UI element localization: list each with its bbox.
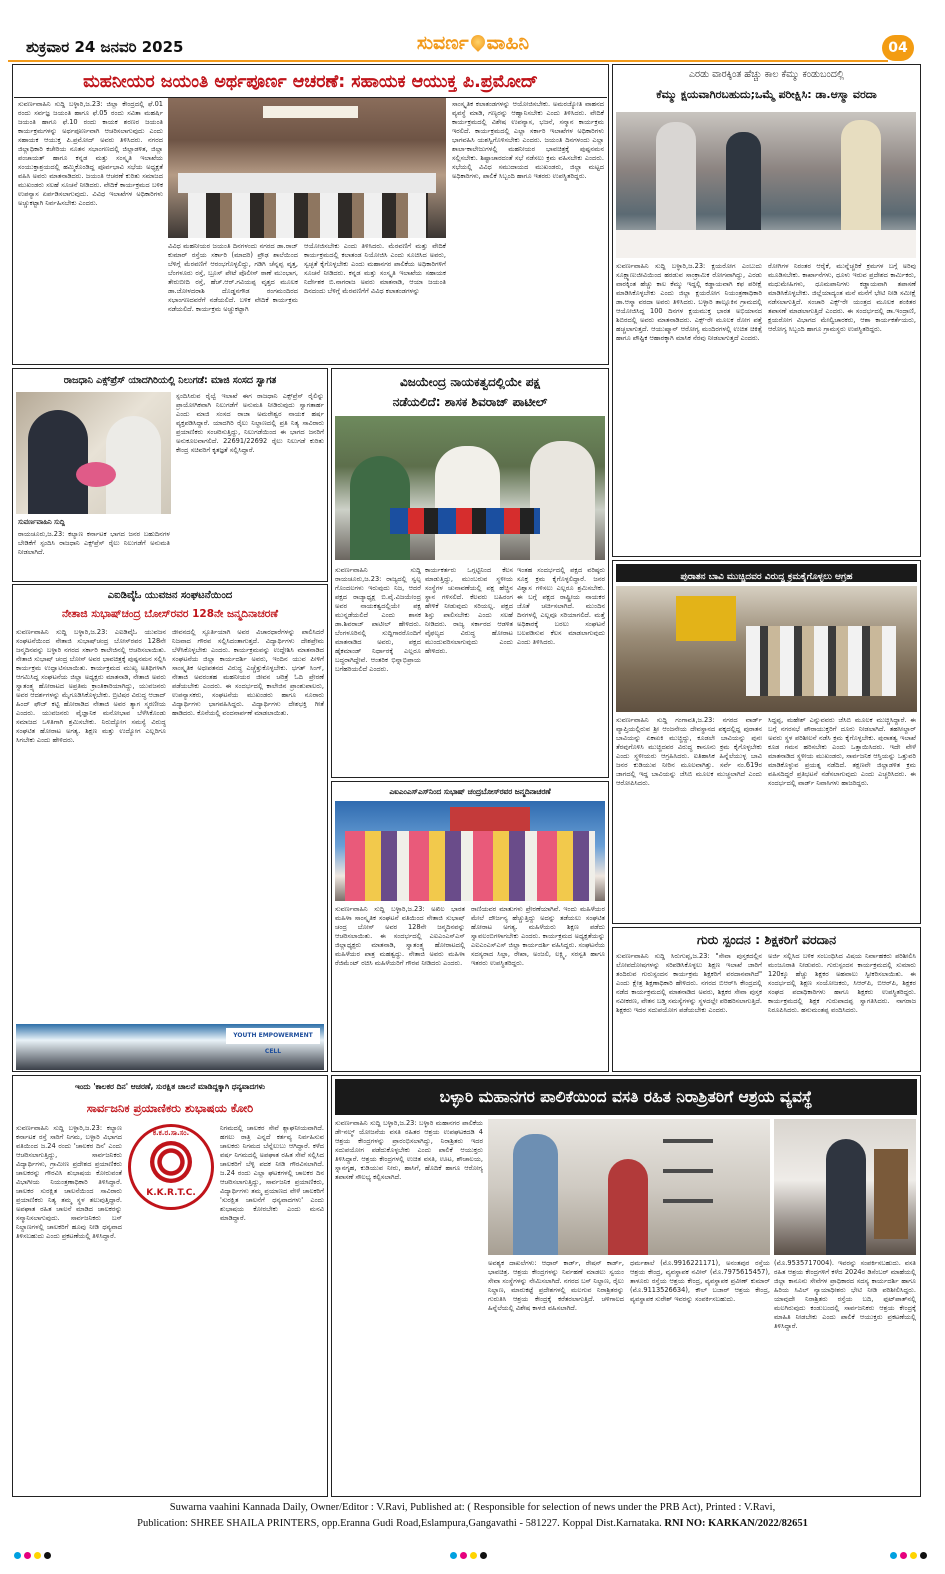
footer	[0, 1500, 945, 1574]
article-body: ಸುವರ್ಣವಾಹಿನಿ ಸುದ್ದಿ ಬಳ್ಳಾರಿ,ಜ.23: ಜಿಲ್ಲಾ ಕೇಂದ್ರದಲ್ಲಿ ಫೆ.01 ರಂದು ಸರ್ವಜ್ಞ ಜಯಂತಿ ಹಾಗೂ ಫೆ.05 ರಂದು ಸವಿತಾ ಮಹರ್ಷಿ ಜಯಂತಿ ಹಾಗೂ ಫೆ.10 ರಂದು ಕಾಯಕ ಶರಣರ ಜಯಂತಿ ಕಾರ್ಯಕ್ರಮಗಳನ್ನು ಅರ್ಥಪೂರ್ಣವಾಗಿ ಆಚರಿಸಲಾಗುವುದು ಎಂದು ಸಹಾಯಕ ಆಯುಕ್ತ ಪಿ.ಪ್ರಮೋದ್ ಅವರು ತಿಳಿಸಿದರು. ನಗರದ ಜಿಲ್ಲಾಧಿಕಾರಿ ಕಚೇರಿಯ ನೂತನ ಸಭಾಂಗಣದಲ್ಲಿ ಜಿಲ್ಲಾಡಳಿತ, ಜಿಲ್ಲಾ ಪಂಚಾಯತ್ ಹಾಗೂ ಕನ್ನಡ ಮತ್ತು ಸಂಸ್ಕೃತಿ ಇಲಾಖೆಯ ಸಂಯುಕ್ತಾಶ್ರಯದಲ್ಲಿ ಹಮ್ಮಿಕೊಂಡಿದ್ದ ಪೂರ್ವಭಾವಿ ಸಭೆಯ ಅಧ್ಯಕ್ಷತೆ ವಹಿಸಿ ಅವರು ಮಾತನಾಡಿದರು. ಜಯಂತಿ ಆಚರಣೆ ಕುರಿತು ಸಮಾಜದ ಮುಖಂಡರು ಸಲಹೆ ಸೂಚನೆ ನೀಡಿದರು. ವೇದಿಕೆ ಕಾರ್ಯಕ್ರಮದ ಬಳಿಕ ಉಪನ್ಯಾಸ ಏರ್ಪಡಿಸಲಾಗುವುದು. ವಿವಿಧ ಇಲಾಖೆಗಳ ಅಧಿಕಾರಿಗಳು ಅಚ್ಚುಕಟ್ಟಾಗಿ ನಿರ್ವಹಿಸಬೇಕು ಎಂದರು.	[18, 100, 163, 207]
article-body: ರಾಯಚೂರು,ಜ.23: ಕಲ್ಯಾಣ ಕರ್ನಾಟಕ ಭಾಗದ ಜನರ ಬಹುದಿನಗಳ ಬೇಡಿಕೆಗೆ ಸ್ಪಂದಿಸಿ ರಾಜಧಾನಿ ಎಕ್ಸ್‌ಪ್ರೆಸ್ ರೈಲು ನಿಲುಗಡೆಗೆ ಅನುಮತಿ ನೀಡಲಾಗಿದೆ.	[18, 530, 170, 556]
article-body: ಸುವರ್ಣವಾಹಿನಿ ಸುದ್ದಿ ಬಳ್ಳಾರಿ,ಜ.23: ಬಳ್ಳಾರಿ ಮಹಾನಗರ ಪಾಲಿಕೆಯ ಡೇ-ನಲ್ಮ್ ಯೋಜನೆಯ ವಸತಿ ರಹಿತರ ಆಶ್ರಯ ಉಪಘಟಕದಡಿ 4 ಆಶ್ರಯ ಕೇಂದ್ರಗಳನ್ನು ಪ್ರಾರಂಭಿಸಲಾಗಿದ್ದು, ನಿರಾಶ್ರಿತರು ಇದರ ಸದುಪಯೋಗ ಪಡೆದುಕೊಳ್ಳಬೇಕು ಎಂದು ಪಾಲಿಕೆ ಆಯುಕ್ತರು ತಿಳಿಸಿದ್ದಾರೆ. ಆಶ್ರಯ ಕೇಂದ್ರಗಳಲ್ಲಿ ಉಚಿತ ವಸತಿ, ಊಟ, ಶೌಚಾಲಯ, ಸ್ನಾನಗೃಹ, ಕುಡಿಯುವ ನೀರು, ಹಾಸಿಗೆ, ಹೊದಿಕೆ ಹಾಗೂ ಆರೋಗ್ಯ ತಪಾಸಣೆ ಸೌಲಭ್ಯ ಕಲ್ಪಿಸಲಾಗಿದೆ.	[335, 1119, 483, 1181]
registration-dot	[890, 1552, 897, 1559]
lion-emblem-icon	[150, 1141, 192, 1183]
flowers	[76, 462, 116, 487]
registration-dot	[480, 1552, 487, 1559]
headline: ಕೆಮ್ಮು ಕ್ಷಯವಾಗಿರಬಹುದು;ಒಮ್ಮೆ ಪರೀಕ್ಷಿಸಿ: ಡಾ.ಆಸ್ಮಾ ವರದಾ	[656, 88, 877, 101]
youth-event-photo	[16, 1024, 324, 1070]
masthead-name-left: ಸುವರ್ಣ	[416, 32, 469, 54]
registration-dot	[24, 1552, 31, 1559]
shelter-visit-photo	[488, 1119, 770, 1255]
person	[656, 122, 696, 242]
headline: ಸಾರ್ವಜನಿಕ ಪ್ರಯಾಣಿಕರು ಶುಭಾಷಯ ಕೋರಿ	[86, 1101, 254, 1115]
headline	[335, 1079, 917, 1115]
headline-text: ಪುರಾತನ ಬಾವಿ ಮುಚ್ಚಿದವರ ವಿರುದ್ಧ ಕ್ರಮಕೈಗೊಳ್ಳಲು ಆಗ್ರಹ	[680, 572, 853, 582]
footer-line1: Suwarna vaahini Kannada Daily, Owner/Editor : V.Ravi, Published at: ( Responsible for selection of news under the PRB Act), Printed : V.Ravi,	[169, 1502, 776, 1513]
kicker: ಎಐಡಿವೈಓ ಯುವಜನ ಸಂಘಟನೆಯಿಂದ	[107, 590, 233, 601]
person	[726, 132, 761, 242]
kicker: ಇಂದು 'ಕಾಲಕರ ದಿನ' ಆಚರಣೆ, ಸುರಕ್ಷಿತ ಚಾಲನೆ ಮಾಡಿದ್ದಕ್ಕಾಗಿ ಧನ್ಯವಾದಗಳು	[74, 1082, 266, 1091]
people	[188, 193, 428, 238]
flame-icon	[468, 32, 488, 52]
registration-dot	[460, 1552, 467, 1559]
article-body: ಸಾಂಸ್ಕೃತಿಕ ಕಲಾತಂಡಗಳನ್ನು ಆಯೋಜಿಸಬೇಕು. ಅಮರಜ್ಯೋತಿ ವಾಹನದ ವ್ಯವಸ್ಥೆ ಮಾಡಿ, ಗಣ್ಯರನ್ನು ಆಹ್ವಾನಿಸಬೇಕು ಎಂದು ತಿಳಿಸಿದರು. ವೇದಿಕೆ ಕಾರ್ಯಕ್ರಮದಲ್ಲಿ ವಿಶೇಷ ಉಪನ್ಯಾಸ, ಭಜನೆ, ಸನ್ಮಾನ ಕಾರ್ಯಕ್ರಮ ಇರಲಿದೆ. ಕಾರ್ಯಕ್ರಮದಲ್ಲಿ ಎಲ್ಲಾ ಸರ್ಕಾರಿ ಇಲಾಖೆಗಳ ಅಧಿಕಾರಿಗಳು ಭಾಗವಹಿಸಿ ಯಶಸ್ವಿಗೊಳಿಸಬೇಕು ಎಂದರು. ಜಯಂತಿ ದಿನಗಳಂದು ಎಲ್ಲಾ ಶಾಲಾ-ಕಾಲೇಜುಗಳಲ್ಲಿ ಮಹನೀಯರ ಭಾವಚಿತ್ರಕ್ಕೆ ಪುಷ್ಪನಮನ ಸಲ್ಲಿಸಬೇಕು. ಶಿಷ್ಟಾಚಾರದಂತೆ ಸಭೆ ನಡೆಸಲು ಕ್ರಮ ವಹಿಸಬೇಕು ಎಂದರು. ಸಭೆಯಲ್ಲಿ ವಿವಿಧ ಸಮುದಾಯದ ಮುಖಂಡರು, ಜಿಲ್ಲಾ ಮಟ್ಟದ ಅಧಿಕಾರಿಗಳು, ಪಾಲಿಕೆ ಸಿಬ್ಬಂದಿ ಹಾಗೂ ಇತರರು ಉಪಸ್ಥಿತರಿದ್ದರು.	[452, 100, 604, 180]
registration-dot	[450, 1552, 457, 1559]
meeting-photo	[168, 98, 446, 238]
headline: ನೇತಾಜಿ ಸುಭಾಷ್‌ಚಂದ್ರ ಬೋಸ್‌ರವರ 128ನೇ ಜನ್ಮದಿನಾಚರಣೆ	[62, 608, 278, 620]
article-body: ಸುವರ್ಣವಾಹಿನಿ ಸುದ್ದಿ ಬಳ್ಳಾರಿ,ಜ.23: ಕ್ಷಯರೋಗ ಎಂಬುದು ಸೂಕ್ಷ್ಮಾಣುಜೀವಿಯಿಂದ ಹರಡುವ ಸಾಂಕ್ರಾಮಿಕ ರೋಗವಾಗಿದ್ದು, ಎರಡು ವಾರಕ್ಕಿಂತ ಹೆಚ್ಚು ಕಾಲ ಕೆಮ್ಮು ಇದ್ದಲ್ಲಿ ಕಡ್ಡಾಯವಾಗಿ ಕಫ ಪರೀಕ್ಷೆ ಮಾಡಿಸಿಕೊಳ್ಳಬೇಕು ಎಂದು ಜಿಲ್ಲಾ ಕ್ಷಯರೋಗ ನಿಯಂತ್ರಣಾಧಿಕಾರಿ ಡಾ.ಆಸ್ಮಾ ವರದಾ ಅವರು ತಿಳಿಸಿದರು. ಬಳ್ಳಾರಿ ತಾಲ್ಲೂಕಿನ ಗ್ರಾಮದಲ್ಲಿ ಆಯೋಜಿಸಿದ್ದ 100 ದಿನಗಳ ಕ್ಷಯಮುಕ್ತ ಭಾರತ ಅಭಿಯಾನದ ಶಿಬಿರದಲ್ಲಿ ಅವರು ಮಾತನಾಡಿದರು. ಎಕ್ಸ್-ರೇ ಮೂಲಕ ರೋಗ ಪತ್ತೆ ಹಚ್ಚಲಾಗುತ್ತದೆ. ಆಯುಷ್ಮಾನ್ ಆರೋಗ್ಯ ಮಂದಿರಗಳಲ್ಲಿ ಉಚಿತ ಚಿಕಿತ್ಸೆ ಹಾಗೂ ಪೌಷ್ಟಿಕ ಆಹಾರಕ್ಕಾಗಿ ಮಾಸಿಕ ನೆರವು ನೀಡಲಾಗುತ್ತದೆ ಎಂದರು.	[616, 262, 762, 342]
masthead-date: ಶುಕ್ರವಾರ 24 ಜನವರಿ 2025	[26, 38, 184, 56]
masthead-name-right: ವಾಹಿನಿ	[486, 32, 530, 54]
table	[178, 173, 436, 193]
person	[28, 410, 88, 514]
article-body: (ಮೊ.9535717004). ಇವರನ್ನು ಸಂಪರ್ಕಿಸಬಹುದು. ವಸತಿ ರಹಿತ ಆಶ್ರಯ ಕೇಂದ್ರಗಳಿಗೆ ಕಳೆದ 2024ರ ಡಿಸೆಂಬರ್ ಮಾಹೆಯಲ್ಲಿ ಜಿಲ್ಲಾ ಕಾನೂನು ಸೇವೆಗಳ ಪ್ರಾಧಿಕಾರದ ಸದಸ್ಯ ಕಾರ್ಯದರ್ಶಿ ಹಾಗೂ ಹಿರಿಯ ಸಿವಿಲ್ ನ್ಯಾಯಾಧೀಶರು ಭೇಟಿ ನೀಡಿ ಪರಿಶೀಲಿಸಿದ್ದರು. ಯಾವುದೇ ನಿರಾಶ್ರಿತರು ರಸ್ತೆಯ ಬದಿ, ಫುಟ್‌ಪಾತ್‌ನಲ್ಲಿ ಮಲಗಿರುವುದು ಕಂಡುಬಂದಲ್ಲಿ ಸಾರ್ವಜನಿಕರು ಆಶ್ರಯ ಕೇಂದ್ರಕ್ಕೆ ಮಾಹಿತಿ ನೀಡಬೇಕು ಎಂದು ಪಾಲಿಕೆ ಆಯುಕ್ತರು ಪ್ರಕಟಣೆಯಲ್ಲಿ ತಿಳಿಸಿದ್ದಾರೆ.	[774, 1259, 916, 1330]
headline: ಮಹನೀಯರ ಜಯಂತಿ ಅರ್ಥಪೂರ್ಣ ಆಚರಣೆ: ಸಹಾಯಕ ಆಯುಕ್ತ ಪಿ.ಪ್ರಮೋದ್	[83, 72, 538, 92]
footer-publication: Publication: SHREE SHAILA PRINTERS, opp.Eranna Gudi Road,Eslampura,Gangavathi - 581227. Koppal Dist.Karnataka.	[137, 1518, 662, 1529]
article-body: ಆಯೋಜಿಸಬೇಕು ಎಂದು ತಿಳಿಸಿದರು. ಮೆರವಣಿಗೆ ಮತ್ತು ವೇದಿಕೆ ಕಾರ್ಯಕ್ರಮದಲ್ಲಿ ಕಲಾತಂಡ ನಿಯೋಜಿಸಿ ಎಂದು ಸೂಚಿಸಿದ ಅವರು, ಸ್ವಚ್ಛತೆ ಕೈಗೊಳ್ಳಬೇಕು ಎಂದು ಮಹಾನಗರ ಪಾಲಿಕೆಯ ಅಧಿಕಾರಿಗಳಿಗೆ ಸೂಚನೆ ನೀಡಿದರು. ಕನ್ನಡ ಮತ್ತು ಸಂಸ್ಕೃತಿ ಇಲಾಖೆಯ ಸಹಾಯಕ ನಿರ್ದೇಶಕ ಬಿ.ನಾಗರಾಜ ಅವರು ಮಾತನಾಡಿ, ಆಯಾ ಜಯಂತಿ ದಿನದಂದು ಬೆಳಿಗ್ಗೆ ಮೆರವಣಿಗೆಗೆ ವಿವಿಧ ಕಲಾತಂಡಗಳನ್ನು	[304, 242, 446, 295]
article-body: ಅವಶ್ಯಕ ದಾಖಲೆಗಳು: ಆಧಾರ್ ಕಾರ್ಡ್, ರೇಷನ್ ಕಾರ್ಡ್, ಭಾವಚಿತ್ರ. ಆಶ್ರಯ ಕೇಂದ್ರಗಳನ್ನು ನಿರ್ವಹಣೆ ಮಾಡಲು ಸ್ವಯಂ ಸೇವಾ ಸಂಸ್ಥೆಗಳನ್ನು ನೇಮಿಸಲಾಗಿದೆ. ನಗರದ ಬಸ್ ನಿಲ್ದಾಣ, ರೈಲು ನಿಲ್ದಾಣ, ಮಾರುಕಟ್ಟೆ ಪ್ರದೇಶಗಳಲ್ಲಿ ಮಲಗುವ ನಿರಾಶ್ರಿತರನ್ನು ಗುರುತಿಸಿ ಆಶ್ರಯ ಕೇಂದ್ರಕ್ಕೆ ಕರೆತರಲಾಗುತ್ತಿದೆ. ಚಳಿಗಾಲದ ಹಿನ್ನೆಲೆಯಲ್ಲಿ ವಿಶೇಷ ಕಾಳಜಿ ವಹಿಸಲಾಗಿದೆ.	[488, 1259, 624, 1312]
article-body: ಧರ್ಮಶಾಲೆ (ಮೊ.9916221171), ಅನಂತಪುರ ರಸ್ತೆಯ ಆಶ್ರಯ ಕೇಂದ್ರ, ವ್ಯವಸ್ಥಾಪಕ ನವೀನ್ (ಮೊ.7975615457), ತಾಳೂರು ರಸ್ತೆಯ ಆಶ್ರಯ ಕೇಂದ್ರ, ವ್ಯವಸ್ಥಾಪಕ ಪ್ರವೀಣ್ ಕುಮಾರ್ (ಮೊ.9113526634), ಕೌಲ್ ಬಜಾರ್ ಆಶ್ರಯ ಕೇಂದ್ರ, ವ್ಯವಸ್ಥಾಪಕ ಸುರೇಶ್ ಇವರನ್ನು ಸಂಪರ್ಕಿಸಬಹುದು.	[630, 1259, 770, 1303]
registration-dot	[34, 1552, 41, 1559]
registration-dot	[910, 1552, 917, 1559]
mp-photo	[16, 392, 171, 514]
masthead-rule	[8, 60, 888, 62]
well-site-photo	[616, 586, 917, 712]
headline: ವಿಜಯೇಂದ್ರ ನಾಯಕತ್ವದಲ್ಲಿಯೇ ಪಕ್ಷ	[399, 375, 541, 389]
headline: ಎಐಎಂಎಸ್‌ಎಸ್‌ನಿಂದ ಸುಭಾಷ್ ಚಂದ್ರಬೋಸ್‌ರವರ ಜನ್ಮದಿನಾಚರಣೆ	[389, 787, 551, 796]
person	[106, 416, 161, 514]
article-body: ನಿಗಮದಲ್ಲಿ ಚಾಲಕರ ಸೇವೆ ಶ್ಲಾಘನೀಯವಾಗಿದೆ. ಹಗಲು ರಾತ್ರಿ ಎನ್ನದೆ ಕರ್ತವ್ಯ ನಿರ್ವಹಿಸುವ ಚಾಲಕರು ನಿಗಮದ ಬೆನ್ನೆಲುಬು ಆಗಿದ್ದಾರೆ. ಕಳೆದ ವರ್ಷ ನಿಗಮದಲ್ಲಿ ಅಪಘಾತ ರಹಿತ ಸೇವೆ ಸಲ್ಲಿಸಿದ ಚಾಲಕರಿಗೆ ಬೆಳ್ಳಿ ಪದಕ ನೀಡಿ ಗೌರವಿಸಲಾಗಿದೆ. ಜ.24 ರಂದು ಎಲ್ಲಾ ಘಟಕಗಳಲ್ಲಿ ಚಾಲಕರ ದಿನ ಆಚರಿಸಲಾಗುತ್ತಿದ್ದು, ಸಾರ್ವಜನಿಕ ಪ್ರಯಾಣಿಕರು, ವಿದ್ಯಾರ್ಥಿಗಳು ತಮ್ಮ ಪ್ರಯಾಣದ ವೇಳೆ ಚಾಲಕರಿಗೆ 'ಸುರಕ್ಷಿತ ಚಾಲನೆಗೆ ಧನ್ಯವಾದಗಳು' ಎಂದು ಶುಭಾಷಯ ಕೋರಬೇಕು ಎಂದು ಮನವಿ ಮಾಡಿದ್ದಾರೆ.	[220, 1124, 324, 1222]
person	[608, 1159, 648, 1255]
tb-camp-photo	[616, 112, 916, 258]
article-body: ರಾಣಿಯವರ ಮಾತುಗಳು ಪ್ರೇರಣೆಯಾಗಿವೆ. ಇಂದು ಮಹಿಳೆಯರ ಮೇಲೆ ದೌರ್ಜನ್ಯ ಹೆಚ್ಚುತ್ತಿದ್ದು ಅದನ್ನು ತಡೆಯಲು ಸಂಘಟಿತ ಹೋರಾಟ ಅಗತ್ಯ. ಮಹಿಳೆಯರು ಶಿಕ್ಷಣ ಪಡೆದು ಸ್ವಾವಲಂಬಿಗಳಾಗಬೇಕು ಎಂದರು. ಕಾರ್ಯಕ್ರಮದ ಅಧ್ಯಕ್ಷತೆಯನ್ನು ಎಐಎಂಎಸ್‌ಎಸ್ ಜಿಲ್ಲಾ ಕಾರ್ಯದರ್ಶಿ ವಹಿಸಿದ್ದರು. ಸಂಘಟನೆಯ ಸದಸ್ಯರಾದ ಸಿಲ್ಪಾ, ರೇಖಾ, ಅಂಜಲಿ, ಲಕ್ಷ್ಮಿ, ಸರಸ್ವತಿ ಹಾಗೂ ಇತರರು ಉಪಸ್ಥಿತರಿದ್ದರು.	[471, 905, 605, 967]
article-body: ಇಂತಹ ಸಂದರ್ಭದಲ್ಲಿ ಪಕ್ಷದ ವರಿಷ್ಠರು ಸೂಕ್ತ ಕ್ರಮ ಕೈಗೊಳ್ಳಲಿದ್ದಾರೆ. ಜನರ ವಿಶ್ವಾಸ ಗಳಿಸಲು ಎಲ್ಲರೂ ಶ್ರಮಿಸಬೇಕು. ಈ ಬಗ್ಗೆ ಪಕ್ಷದ ರಾಷ್ಟ್ರೀಯ ನಾಯಕರ ಜೊತೆ ಚರ್ಚಿಸಲಾಗಿದೆ. ಮುಂದಿನ ದಿನಗಳಲ್ಲಿ ಎಲ್ಲವೂ ಸರಿಯಾಗಲಿದೆ. ಮತ್ತೆ ಅಧಿಕಾರಕ್ಕೆ ಬರಲು ಸಂಘಟನೆ ಬಲಪಡಿಸುವ ಕೆಲಸ ಮಾಡಲಾಗುವುದು ಎಂದು ತಿಳಿಸಿದರು.	[517, 566, 605, 646]
headline: ರಾಜಧಾನಿ ಎಕ್ಸ್‌ಪ್ರೆಸ್ ಯಾದಗಿರಿಯಲ್ಲಿ ನಿಲುಗಡೆ: ಮಾಜಿ ಸಂಸದ ಸ್ವಾಗತ	[63, 375, 277, 386]
headline: ನಡೆಯಲಿದೆ: ಶಾಸಕ ಶಿವರಾಜ್ ಪಾಟೀಲ್	[392, 395, 548, 409]
registration-dot	[920, 1552, 927, 1559]
press-photo	[335, 416, 605, 560]
headline-text: ಬಳ್ಳಾರಿ ಮಹಾನಗರ ಪಾಲಿಕೆಯಿಂದ ವಸತಿ ರಹಿತ ನಿರಾಶ್ರಿತರಿಗೆ ಆಶ್ರಯ ವ್ಯವಸ್ಥೆ	[439, 1088, 813, 1106]
registration-dot	[44, 1552, 51, 1559]
shelter-building-photo	[774, 1119, 916, 1255]
registration-dot	[470, 1552, 477, 1559]
footer-rni: RNI NO: KARKAN/2022/82651	[664, 1518, 808, 1529]
kkrtc-logo	[128, 1124, 214, 1210]
person	[530, 441, 595, 560]
registration-dot	[14, 1552, 21, 1559]
article-body: ಸುವರ್ಣವಾಹಿನಿ ಸುದ್ದಿ ರಾಯಚೂರು,ಜ.23: ರಾಜ್ಯದಲ್ಲಿ ಸ್ವಲ್ಪ ಗೊಂದಲಗಳು ಇರುವುದು ನಿಜ, ಆದರೆ ಪಕ್ಷದ ರಾಜ್ಯಾಧ್ಯಕ್ಷ ಬಿ.ವೈ.ವಿಜಯೇಂದ್ರ ಅವರ ನಾಯಕತ್ವದಲ್ಲಿಯೇ ಪಕ್ಷ ಮುನ್ನಡೆಯಲಿದೆ ಎಂದು ಶಾಸಕ ಡಾ.ಶಿವರಾಜ್ ಪಾಟೀಲ್ ಹೇಳಿದರು. ಬೆಂಗಳೂರಿನಲ್ಲಿ ಸುದ್ದಿಗಾರರೊಂದಿಗೆ ಮಾತನಾಡಿದ ಅವರು, ಪಕ್ಷದ ಹೈಕಮಾಂಡ್ ನಿರ್ಧಾರಕ್ಕೆ ಎಲ್ಲರೂ ಬದ್ಧರಾಗಿದ್ದೇವೆ. ಆಂತರಿಕ ಭಿನ್ನಾಭಿಪ್ರಾಯ ಬಗೆಹರಿಯಲಿದೆ ಎಂದರು.	[335, 566, 421, 673]
person	[826, 1139, 866, 1255]
person	[435, 446, 500, 560]
banner: YOUTH EMPOWERMENT CELL	[226, 1028, 320, 1044]
article-body: ರೋಗಿಗಳ ನಿರಂತರ ಆರೈಕೆ, ಮುನ್ನೆಚ್ಚರಿಕೆ ಕ್ರಮಗಳ ಬಗ್ಗೆ ಅರಿವು ಮೂಡಿಸಬೇಕು. ಕಾರ್ಖಾನೆಗಳು, ಧೂಳು ಇರುವ ಪ್ರದೇಶದ ಕಾರ್ಮಿಕರು, ಮಧುಮೇಹಿಗಳು, ಧೂಮಪಾನಿಗಳು ಕಡ್ಡಾಯವಾಗಿ ತಪಾಸಣೆ ಮಾಡಿಸಿಕೊಳ್ಳಬೇಕು. ಜಿಲ್ಲೆಯಾದ್ಯಂತ ಮನೆ ಮನೆಗೆ ಭೇಟಿ ನೀಡಿ ಸಮೀಕ್ಷೆ ನಡೆಸಲಾಗುತ್ತಿದೆ. ಸಂಚಾರಿ ಎಕ್ಸ್-ರೇ ಯಂತ್ರದ ಮೂಲಕ ಶಂಕಿತರ ತಪಾಸಣೆ ಮಾಡಲಾಗುತ್ತಿದೆ ಎಂದರು. ಈ ಸಂದರ್ಭದಲ್ಲಿ ಡಾ.ಇಂದ್ರಾಣಿ, ಕ್ಷಯರೋಗ ವಿಭಾಗದ ಮೇಲ್ವಿಚಾರಕರು, ಆಶಾ ಕಾರ್ಯಕರ್ತೆಯರು, ಆರೋಗ್ಯ ಸಿಬ್ಬಂದಿ ಹಾಗೂ ಗ್ರಾಮಸ್ಥರು ಉಪಸ್ಥಿತರಿದ್ದರು.	[768, 262, 916, 333]
logo-text: ಕ.ಕ.ರ.ಸಾ.ಸಂ.	[152, 1129, 190, 1137]
bunk-beds	[663, 1139, 713, 1229]
article-body: ಸುವರ್ಣವಾಹಿನಿ ಸುದ್ದಿ ಗಂಗಾವತಿ,ಜ.23: ನಗರದ ವಾರ್ಡ್ ವ್ಯಾಪ್ತಿಯಲ್ಲಿರುವ ಶ್ರೀ ಆಂಜನೇಯ ದೇವಸ್ಥಾನದ ಪಕ್ಕದಲ್ಲಿದ್ದ ಪುರಾತನ ಬಾವಿಯನ್ನು ಏಕಾಏಕಿ ಮುಚ್ಚಿದ್ದು, ಕೂಡಲೇ ಬಾವಿಯನ್ನು ಪುನಃ ತೆರವುಗೊಳಿಸಿ ಮುಚ್ಚಿದವರ ವಿರುದ್ಧ ಕಾನೂನು ಕ್ರಮ ಕೈಗೊಳ್ಳಬೇಕು ಎಂದು ಸ್ಥಳೀಯರು ಆಗ್ರಹಿಸಿದರು. ಐತಿಹಾಸಿಕ ಹಿನ್ನೆಲೆಯುಳ್ಳ ಬಾವಿ ಜನರ ಕುಡಿಯುವ ನೀರಿನ ಮೂಲವಾಗಿತ್ತು. ಸರ್ವೆ ನಂ.619ರ ಜಾಗದಲ್ಲಿ ಇದ್ದ ಬಾವಿಯನ್ನು ಜೆಸಿಬಿ ಮೂಲಕ ಮುಚ್ಚಲಾಗಿದೆ ಎಂದು ಆರೋಪಿಸಿದರು.	[616, 716, 762, 787]
article-body: ಸುವರ್ಣವಾಹಿನಿ ಸುದ್ದಿ ಸಿರುಗುಪ್ಪ,ಜ.23: "ಸೇವಾ ಪುಸ್ತಕದಲ್ಲಿನ ಲೋಪದೋಷಗಳನ್ನು ಸರಿಪಡಿಸಿಕೊಳ್ಳಲು ಶಿಕ್ಷಣ ಇಲಾಖೆ ಜಾರಿಗೆ ತಂದಿರುವ ಗುರುಸ್ಪಂದನ ಕಾರ್ಯಕ್ರಮ ಶಿಕ್ಷಕರಿಗೆ ವರದಾನವಾಗಿದೆ" ಎಂದು ಕ್ಷೇತ್ರ ಶಿಕ್ಷಣಾಧಿಕಾರಿ ಹೇಳಿದರು. ನಗರದ ಬಿಆರ್‌ಸಿ ಕೇಂದ್ರದಲ್ಲಿ ನಡೆದ ಕಾರ್ಯಕ್ರಮದಲ್ಲಿ ಮಾತನಾಡಿದ ಅವರು, ಶಿಕ್ಷಕರ ಸೇವಾ ಪುಸ್ತಕ ನವೀಕರಣ, ವೇತನ ಬಡ್ತಿ ಸಮಸ್ಯೆಗಳನ್ನು ಸ್ಥಳದಲ್ಲೇ ಪರಿಹರಿಸಲಾಗುತ್ತಿದೆ. ಶಿಕ್ಷಕರು ಇದರ ಸದುಪಯೋಗ ಪಡೆಯಬೇಕು ಎಂದರು.	[616, 952, 762, 1014]
headline	[616, 564, 917, 582]
banner	[263, 106, 358, 118]
article-body: ಸ್ಪಂದಿಸಿರುವ ರೈಲ್ವೆ ಇಲಾಖೆ ಈಗ ರಾಜಧಾನಿ ಎಕ್ಸ್‌ಪ್ರೆಸ್ ರೈಲಿನ್ನು ಪ್ರಾಯೋಗಿಕವಾಗಿ ನಿಲುಗಡೆಗೆ ಅನುಮತಿ ನೀಡಿರುವುದು ಸ್ವಾಗತಾರ್ಹ ಎಂದು ಮಾಜಿ ಸಂಸದ ರಾಜಾ ಅಮರೇಶ್ವರ ನಾಯಕ ಹರ್ಷ ವ್ಯಕ್ತಪಡಿಸಿದ್ದಾರೆ. ಯಾದಗಿರಿ ರೈಲು ನಿಲ್ದಾಣದಲ್ಲಿ ಪ್ರತಿ ನಿತ್ಯ ಸಾವಿರಾರು ಪ್ರಯಾಣಿಕರು ಸಂಚರಿಸುತ್ತಿದ್ದು, ನಿಲುಗಡೆಯಿಂದ ಈ ಭಾಗದ ಜನರಿಗೆ ಅನುಕೂಲವಾಗಲಿದೆ. 22691/22692 ರೈಲು ನಿಲುಗಡೆ ಕುರಿತು ಕೇಂದ್ರ ಸಚಿವರಿಗೆ ಕೃತಜ್ಞತೆ ಸಲ್ಲಿಸಿದ್ದಾರೆ.	[176, 392, 324, 454]
masthead-logo	[398, 32, 548, 58]
person	[513, 1134, 558, 1255]
headline: ಗುರು ಸ್ಪಂದನ : ಶಿಕ್ಷಕರಿಗೆ ವರದಾನ	[696, 932, 837, 947]
registration-dot	[900, 1552, 907, 1559]
door	[874, 1149, 908, 1239]
article-body: ಜೀವನದಲ್ಲಿ ಸ್ಫೂರ್ತಿಯಾಗಿ ಅವರ ವಿಚಾರಧಾರೆಗಳನ್ನು ಪಾಲಿಸಿದರೆ ನಿಜವಾದ ಗೌರವ ಸಲ್ಲಿಸಿದಂತಾಗುತ್ತದೆ. ವಿದ್ಯಾರ್ಥಿಗಳು ದೇಶಪ್ರೇಮ ಬೆಳೆಸಿಕೊಳ್ಳಬೇಕು ಎಂದರು. ಕಾರ್ಯಕ್ರಮವನ್ನು ಉದ್ದೇಶಿಸಿ ಮಾತನಾಡಿದ ಸಂಘಟನೆಯ ಜಿಲ್ಲಾ ಕಾರ್ಯದರ್ಶಿ ಅವರು, ಇಂದಿನ ಯುವ ಪೀಳಿಗೆ ಸಾಂಸ್ಕೃತಿಕ ಅಧಃಪತನದ ವಿರುದ್ಧ ಎಚ್ಚೆತ್ತುಕೊಳ್ಳಬೇಕು. ಭಗತ್ ಸಿಂಗ್, ನೇತಾಜಿ ಅವರಂತಹ ಮಹನೀಯರ ಜೀವನ ಚರಿತ್ರೆ ಓದಿ ಪ್ರೇರಣೆ ಪಡೆಯಬೇಕು ಎಂದರು. ಈ ಸಂದರ್ಭದಲ್ಲಿ ಕಾಲೇಜಿನ ಪ್ರಾಂಶುಪಾಲರು, ಉಪನ್ಯಾಸಕರು, ಸಂಘಟನೆಯ ಮುಖಂಡರು ಹಾಗೂ ನೂರಾರು ವಿದ್ಯಾರ್ಥಿಗಳು ಭಾಗವಹಿಸಿದ್ದರು. ವಿದ್ಯಾರ್ಥಿಗಳು ದೇಶಭಕ್ತಿ ಗೀತೆ ಹಾಡಿದರು. ಕೊನೆಯಲ್ಲಿ ವಂದನಾರ್ಪಣೆ ಮಾಡಲಾಯಿತು.	[172, 628, 324, 717]
footer-line2	[0, 1518, 945, 1529]
aimss-photo	[335, 801, 605, 901]
desk	[616, 230, 916, 258]
logo-caption: K.K.R.T.C.	[146, 1188, 196, 1198]
article-body: ಸಿದ್ದಪ್ಪ, ಮಹೇಶ್ ಎನ್ನುವವರು ಜೆಸಿಬಿ ಮೂಲಕ ಮುಚ್ಚಿಸಿದ್ದಾರೆ. ಈ ಬಗ್ಗೆ ನಗರಸಭೆ ಪೌರಾಯುಕ್ತರಿಗೆ ದೂರು ನೀಡಲಾಗಿದೆ. ತಹಸೀಲ್ದಾರ್ ಅವರು ಸ್ಥಳ ಪರಿಶೀಲನೆ ನಡೆಸಿ ಕ್ರಮ ಕೈಗೊಳ್ಳಬೇಕು. ಪುರಾತತ್ವ ಇಲಾಖೆ ಕೂಡ ಗಮನ ಹರಿಸಬೇಕು ಎಂದು ಒತ್ತಾಯಿಸಿದರು. ಇದೇ ವೇಳೆ ಮಾತನಾಡಿದ ಸ್ಥಳೀಯ ಮುಖಂಡರು, ಸಾರ್ವಜನಿಕ ಆಸ್ತಿಯನ್ನು ಒತ್ತುವರಿ ಮಾಡಿಕೊಳ್ಳುವ ಪ್ರಯತ್ನ ನಡೆದಿದೆ. ತಕ್ಷಣವೇ ಜಿಲ್ಲಾಡಳಿತ ಕ್ರಮ ವಹಿಸದಿದ್ದರೆ ಪ್ರತಿಭಟನೆ ನಡೆಸಲಾಗುವುದು ಎಂದು ಎಚ್ಚರಿಸಿದರು. ಈ ಸಂದರ್ಭದಲ್ಲಿ ವಾರ್ಡ್ ನಿವಾಸಿಗಳು ಹಾಜರಿದ್ದರು.	[768, 716, 916, 787]
article-body: ವಿವಿಧ ಮಹನೀಯರ ಜಯಂತಿ ದಿನಗಳಂದು ನಗರದ ಡಾ.ರಾಜ್ ಕುಮಾರ್ ರಸ್ತೆಯ ಸರ್ಕಾರಿ (ಮಾದರಿ) ಪ್ರೌಢ ಶಾಲೆಯಿಂದ ಬೆಳಿಗ್ಗೆ ಮೆರವಣಿಗೆ ಆರಂಭಗೊಳ್ಳಲಿದ್ದು, ಗಡಿಗಿ ಚೆನ್ನಪ್ಪ ವೃತ್ತ, ಬೆಂಗಳೂರು ರಸ್ತೆ, ಬ್ರೂಸ್ ಪೇಟೆ ಪೊಲೀಸ್ ಠಾಣೆ ಮುಂಭಾಗ, ತೇರುಬೀದಿ ರಸ್ತೆ, ಹೆಚ್.ಆರ್.ಗವಿಯಪ್ಪ ವೃತ್ತದ ಮೂಲಕ ಡಾ.ಜೋಳದರಾಶಿ ದೊಡ್ಡನಗೌಡ ರಂಗಮಂದಿರದ ಸಭಾಂಗಣದವರೆಗೆ ನಡೆಯಲಿದೆ. ಬಳಿಕ ವೇದಿಕೆ ಕಾರ್ಯಕ್ರಮ ನಡೆಯಲಿದೆ. ಕಾರ್ಯಕ್ರಮ ಅಚ್ಚುಕಟ್ಟಾಗಿ	[168, 242, 298, 313]
article-body: ಕಾರ್ಯಕರ್ತರು ಒಗ್ಗಟ್ಟಿನಿಂದ ಕೆಲಸ ಮಾಡುತ್ತಿದ್ದು, ಮುಂಬರುವ ಸ್ಥಳೀಯ ಸಂಸ್ಥೆಗಳ ಚುನಾವಣೆಯಲ್ಲಿ ಪಕ್ಷ ಹೆಚ್ಚಿನ ಸ್ಥಾನ ಗಳಿಸಲಿದೆ. ಕೆಲವರು ಬಹಿರಂಗ ಹೇಳಿಕೆ ನೀಡುವುದು ಸರಿಯಲ್ಲ. ಪಕ್ಷದ ಶಿಸ್ತು ಪಾಲಿಸಬೇಕು ಎಂದು ಸಲಹೆ ನೀಡಿದರು. ರಾಜ್ಯ ಸರ್ಕಾರದ ಆಡಳಿತ ವೈಫಲ್ಯದ ವಿರುದ್ಧ ಹೋರಾಟ ಮುಂದುವರಿಸಲಾಗುವುದು ಎಂದು ಹೇಳಿದರು.	[425, 566, 513, 655]
kicker: ಎರಡು ವಾರಕ್ಕಿಂತ ಹೆಚ್ಚು ಕಾಲ ಕೆಮ್ಮು ಕಂಡುಬಂದಲ್ಲಿ	[688, 69, 845, 80]
article-body: ಸುವರ್ಣವಾಹಿನಿ ಸುದ್ದಿ ಬಳ್ಳಾರಿ,ಜ.23: ಅಖಿಲ ಭಾರತ ಮಹಿಳಾ ಸಾಂಸ್ಕೃತಿಕ ಸಂಘಟನೆ ವತಿಯಿಂದ ನೇತಾಜಿ ಸುಭಾಷ್ ಚಂದ್ರ ಬೋಸ್ ಅವರ 128ನೇ ಜನ್ಮದಿನವನ್ನು ಆಚರಿಸಲಾಯಿತು. ಈ ಸಂದರ್ಭದಲ್ಲಿ ಎಐಎಂಎಸ್‌ಎಸ್ ಜಿಲ್ಲಾಧ್ಯಕ್ಷರು ಮಾತನಾಡಿ, ಸ್ವಾತಂತ್ರ್ಯ ಹೋರಾಟದಲ್ಲಿ ಮಹಿಳೆಯರ ಪಾತ್ರ ಮಹತ್ವದ್ದು. ನೇತಾಜಿ ಅವರು ಮಹಿಳಾ ರೆಜಿಮೆಂಟ್ ರಚಿಸಿ ಮಹಿಳೆಯರಿಗೆ ಗೌರವ ನೀಡಿದರು ಎಂದರು.	[335, 905, 465, 967]
jcb-machine	[676, 596, 736, 641]
people	[746, 626, 896, 696]
page-number-badge: 04	[882, 35, 914, 61]
article-body: ಸುವರ್ಣವಾಹಿನಿ ಸುದ್ದಿ ಬಳ್ಳಾರಿ,ಜ.23: ಎಐಡಿವೈಓ ಯುವಜನ ಸಂಘಟನೆಯಿಂದ ನೇತಾಜಿ ಸುಭಾಷ್‌ಚಂದ್ರ ಬೋಸ್‌ರವರ 128ನೇ ಜನ್ಮದಿನವನ್ನು ಬಳ್ಳಾರಿ ನಗರದ ಸರ್ಕಾರಿ ಕಾಲೇಜಿನಲ್ಲಿ ಆಚರಿಸಲಾಯಿತು. ನೇತಾಜಿ ಸುಭಾಷ್ ಚಂದ್ರ ಬೋಸ್ ಅವರ ಭಾವಚಿತ್ರಕ್ಕೆ ಪುಷ್ಪನಮನ ಸಲ್ಲಿಸಿ ಕಾರ್ಯಕ್ರಮ ಉದ್ಘಾಟಿಸಲಾಯಿತು. ಕಾರ್ಯಕ್ರಮದ ಮುಖ್ಯ ಅತಿಥಿಗಳಾಗಿ ಆಗಮಿಸಿದ್ದ ಸಂಘಟನೆಯ ಜಿಲ್ಲಾ ಅಧ್ಯಕ್ಷರು ಮಾತನಾಡಿ, ನೇತಾಜಿ ಅವರು ಸ್ವಾತಂತ್ರ್ಯ ಹೋರಾಟದ ಅಪ್ರತಿಮ ಕ್ರಾಂತಿಕಾರಿಯಾಗಿದ್ದು, ಯುವಜನರು ಅವರ ಆದರ್ಶಗಳನ್ನು ಮೈಗೂಡಿಸಿಕೊಳ್ಳಬೇಕು. ಬ್ರಿಟಿಷರ ವಿರುದ್ಧ ಆಜಾದ್ ಹಿಂದ್ ಫೌಜ್ ಕಟ್ಟಿ ಹೋರಾಡಿದ ನೇತಾಜಿ ಅವರ ತ್ಯಾಗ ಸ್ಮರಣೀಯ ಎಂದರು. ಯುವಜನರು ವೈಜ್ಞಾನಿಕ ಮನೋಭಾವ ಬೆಳೆಸಿಕೊಂಡು ಸಮಾಜದ ಒಳಿತಿಗಾಗಿ ಶ್ರಮಿಸಬೇಕು. ನಿರುದ್ಯೋಗ ಸಮಸ್ಯೆ ವಿರುದ್ಧ ಸಂಘಟಿತ ಹೋರಾಟ ಅಗತ್ಯ. ಶಿಕ್ಷಣ ಮತ್ತು ಉದ್ಯೋಗ ಎಲ್ಲರಿಗೂ ಸಿಗಬೇಕು ಎಂದು ಹೇಳಿದರು.	[16, 628, 166, 744]
people	[345, 831, 595, 901]
photo-caption: ಸುವರ್ಣವಾಹಿನಿ ಸುದ್ದಿ	[18, 518, 65, 526]
article-body: ಸುವರ್ಣವಾಹಿನಿ ಸುದ್ದಿ ಬಳ್ಳಾರಿ,ಜ.23: ಕಲ್ಯಾಣ ಕರ್ನಾಟಕ ರಸ್ತೆ ಸಾರಿಗೆ ನಿಗಮ, ಬಳ್ಳಾರಿ ವಿಭಾಗದ ವತಿಯಿಂದ ಜ.24 ರಂದು 'ಚಾಲಕರ ದಿನ' ಎಂದು ಆಚರಿಸಲಾಗುತ್ತಿದ್ದು, ಸಾರ್ವಜನಿಕರು ವಿದ್ಯಾರ್ಥಿಗಳು, ಗ್ರಾಮೀಣ ಪ್ರದೇಶದ ಪ್ರಯಾಣಿಕರು ಚಾಲಕರನ್ನು ಗೌರವಿಸಿ ಶುಭಾಷಯ ಕೋರುವಂತೆ ವಿಭಾಗೀಯ ನಿಯಂತ್ರಣಾಧಿಕಾರಿ ತಿಳಿಸಿದ್ದಾರೆ. ಚಾಲಕರ ಸುರಕ್ಷಿತ ಚಾಲನೆಯಿಂದ ಸಾವಿರಾರು ಪ್ರಯಾಣಿಕರು ನಿತ್ಯ ತಮ್ಮ ಸ್ಥಳ ತಲುಪುತ್ತಿದ್ದಾರೆ. ಅಪಘಾತ ರಹಿತ ಚಾಲನೆ ಮಾಡಿದ ಚಾಲಕರನ್ನು ಸನ್ಮಾನಿಸಲಾಗುವುದು. ಸಾರ್ವಜನಿಕರು ಬಸ್ ನಿಲ್ದಾಣಗಳಲ್ಲಿ ಚಾಲಕರಿಗೆ ಹೂವು ನೀಡಿ ಧನ್ಯವಾದ ತಿಳಿಸಬಹುದು ಎಂದು ಪ್ರಕಟಣೆಯಲ್ಲಿ ತಿಳಿಸಿದ್ದಾರೆ.	[16, 1124, 122, 1240]
masthead	[0, 0, 945, 64]
article-body: ಅರ್ಜಿ ಸಲ್ಲಿಸಿದ ಬಳಿಕ ಸಂಬಂಧಿಸಿದ ವಿಷಯ ನಿರ್ವಾಹಕರು ಪರಿಶೀಲಿಸಿ ಮಂಜೂರಾತಿ ನೀಡುವರು. ಗುರುಸ್ಪಂದನ ಕಾರ್ಯಕ್ರಮದಲ್ಲಿ ಸುಮಾರು 120ಕ್ಕೂ ಹೆಚ್ಚು ಶಿಕ್ಷಕರ ಅಹವಾಲು ಸ್ವೀಕರಿಸಲಾಯಿತು. ಈ ಸಂದರ್ಭದಲ್ಲಿ ಶಿಕ್ಷಣ ಸಂಯೋಜಕರು, ಸಿಆರ್‌ಪಿ, ಬಿಆರ್‌ಪಿ, ಶಿಕ್ಷಕರ ಸಂಘದ ಪದಾಧಿಕಾರಿಗಳು ಹಾಗೂ ಶಿಕ್ಷಕರು ಉಪಸ್ಥಿತರಿದ್ದರು. ಕಾರ್ಯಕ್ರಮದಲ್ಲಿ ಶಿಕ್ಷಕ ಗುರುಪಾದಪ್ಪ ಸ್ವಾಗತಿಸಿದರು. ನಾಗರಾಜ ನಿರೂಪಿಸಿದರು. ಹನುಮಂತಪ್ಪ ವಂದಿಸಿದರು.	[768, 952, 916, 1014]
microphones	[390, 508, 540, 534]
